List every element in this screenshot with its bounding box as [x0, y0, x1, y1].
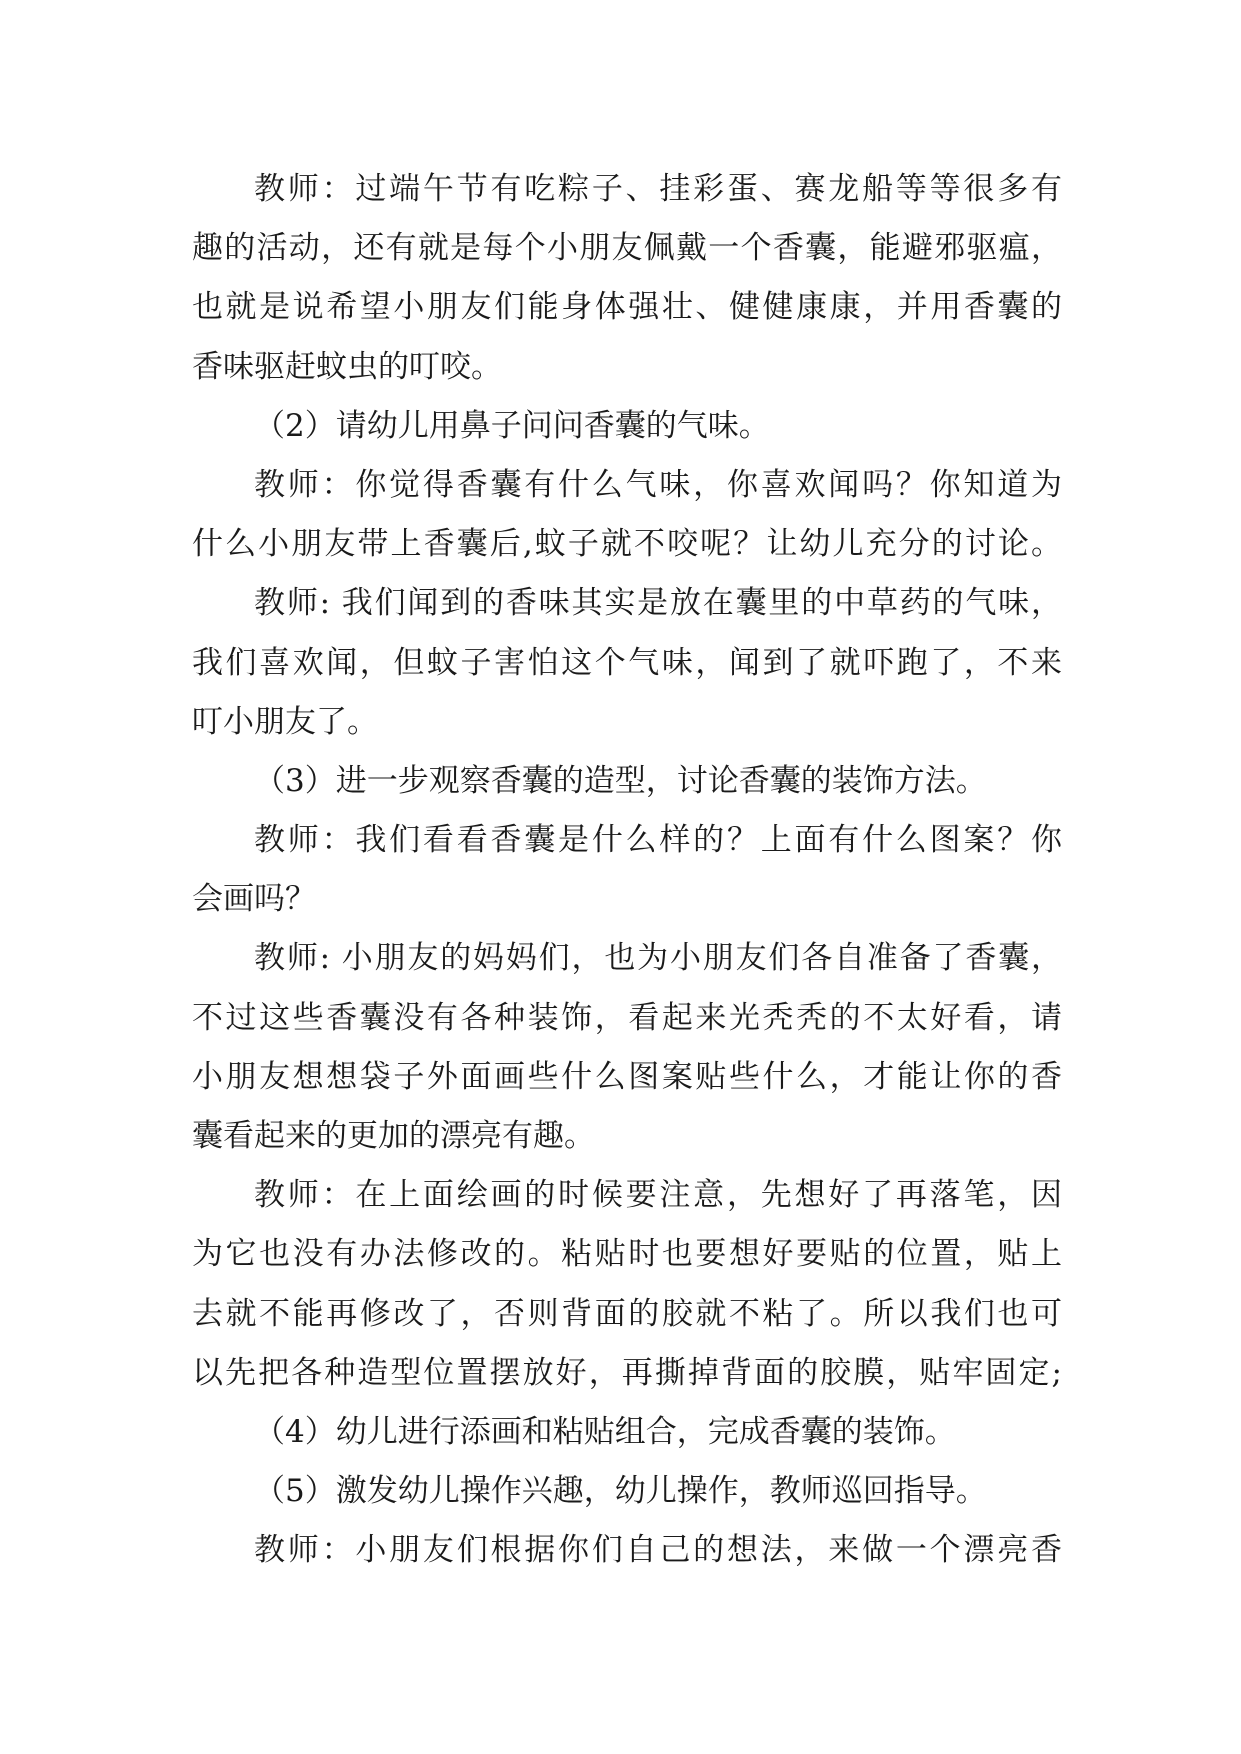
- text-line: 以先把各种造型位置摆放好，再撕掉背面的胶膜，贴牢固定;: [192, 1354, 1062, 1391]
- text-line: 小朋友想想袋子外面画些什么图案贴些什么，才能让你的香: [192, 1058, 1062, 1095]
- text-line: （5）激发幼儿操作兴趣，幼儿操作，教师巡回指导。: [254, 1473, 987, 1510]
- text-line: 会画吗？: [192, 881, 316, 918]
- text-line: 香味驱赶蚊虫的叮咬。: [192, 348, 502, 385]
- text-line: 教师: 我们闻到的香味其实是放在囊里的中草药的气味，: [254, 585, 1062, 622]
- body-text: [192, 160, 1062, 1581]
- text-line: 教师：过端午节有吃粽子、挂彩蛋、赛龙船等等很多有: [254, 171, 1062, 207]
- text-line: 不过这些香囊没有各种装饰，看起来光秃秃的不太好看，请: [192, 999, 1062, 1036]
- text-line: 教师：我们看看香囊是什么样的？上面有什么图案？你: [254, 822, 1062, 859]
- text-line: 教师: 小朋友的妈妈们，也为小朋友们各自准备了香囊，: [254, 940, 1062, 977]
- text-line: 也就是说希望小朋友们能身体强壮、健健康康，并用香囊的: [192, 289, 1062, 326]
- text-line: 我们喜欢闻，但蚊子害怕这个气味，闻到了就吓跑了，不来: [192, 644, 1062, 681]
- text-line: 教师：你觉得香囊有什么气味，你喜欢闻吗？你知道为: [254, 466, 1062, 503]
- text-line: （2）请幼儿用鼻子问问香囊的气味。: [254, 407, 770, 444]
- text-line: 什么小朋友带上香囊后,蚊子就不咬呢？让幼儿充分的讨论。: [192, 526, 1062, 563]
- text-line: 叮小朋友了。: [192, 703, 378, 740]
- text-line: 教师：小朋友们根据你们自己的想法，来做一个漂亮香: [254, 1532, 1062, 1569]
- text-line: （3）进一步观察香囊的造型，讨论香囊的装饰方法。: [254, 762, 987, 799]
- text-line: （4）幼儿进行添画和粘贴组合，完成香囊的装饰。: [254, 1413, 956, 1450]
- text-line: 教师：在上面绘画的时候要注意，先想好了再落笔，因: [254, 1177, 1062, 1214]
- text-line: 去就不能再修改了，否则背面的胶就不粘了。所以我们也可: [192, 1295, 1062, 1332]
- text-line: 囊看起来的更加的漂亮有趣。: [192, 1118, 595, 1154]
- text-line: 为它也没有办法修改的。粘贴时也要想好要贴的位置，贴上: [192, 1236, 1062, 1273]
- text-line: 趣的活动，还有就是每个小朋友佩戴一个香囊，能避邪驱瘟，: [192, 230, 1062, 267]
